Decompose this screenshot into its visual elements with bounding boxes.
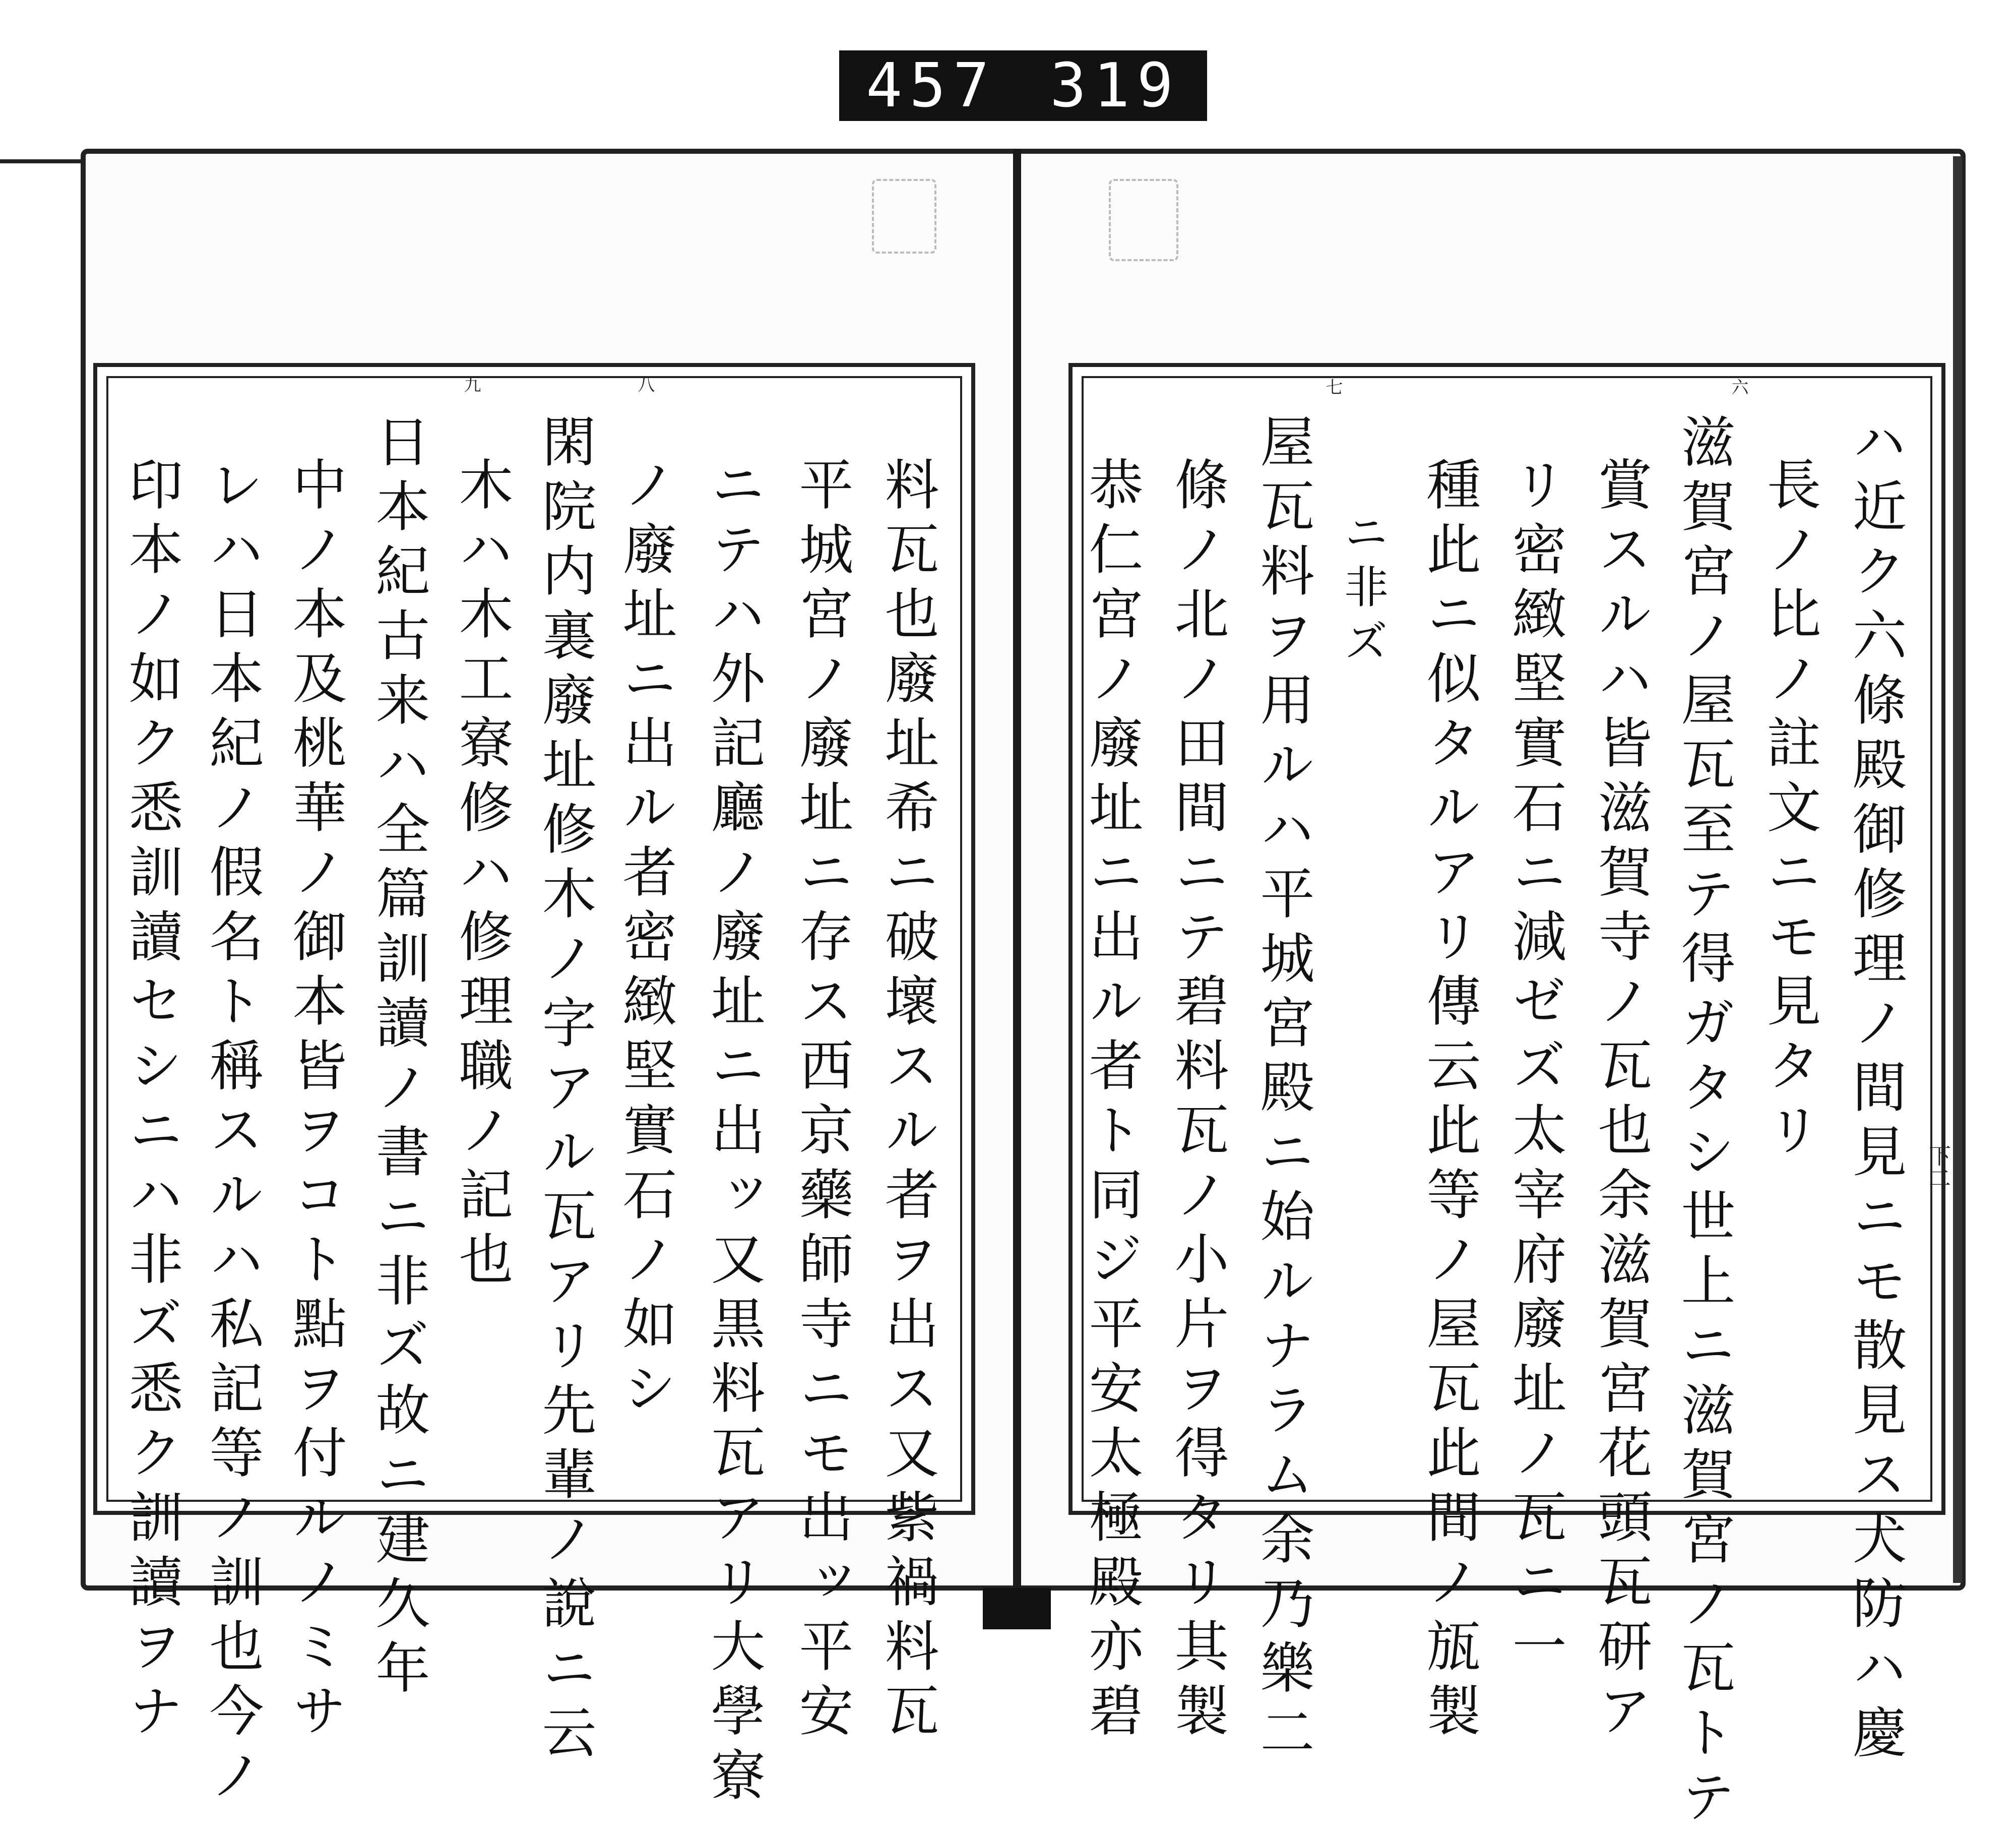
text-column: ハ近ク六條殿御修理ノ間見ニモ散見ス犬防ハ慶	[1843, 413, 1906, 1768]
text-column: 木ハ木工寮修ハ修理職ノ記也	[450, 456, 513, 1295]
text-column: 種此ニ似タルアリ傳云此等ノ屋瓦此間ノ瓬製	[1417, 456, 1480, 1747]
text-column: ニテハ外記廳ノ廢址ニ出ッ又黒料瓦アリ大學寮	[702, 456, 765, 1811]
note-number: 六	[1728, 378, 1748, 395]
catalog-number-2: 319	[1050, 50, 1180, 121]
faint-seal-right	[1109, 179, 1178, 261]
page-margin-mark: 下二	[1925, 1144, 1950, 1189]
text-column: ニ非ズ	[1337, 509, 1389, 673]
text-column: レハ日本紀ノ假名ト稱スルハ私記等ノ訓也今ノ	[200, 456, 263, 1811]
text-column: 恭仁宮ノ廢址ニ出ル者ト同ジ平安太極殿亦碧	[1080, 456, 1143, 1747]
text-column: 日本紀古来ハ全篇訓讀ノ書ニ非ズ故ニ建久年	[366, 413, 429, 1704]
left-edge-rule	[0, 159, 86, 163]
text-column: 印本ノ如ク悉訓讀セシニハ非ズ悉ク訓讀ヲナ	[119, 456, 182, 1747]
note-number: 七	[1322, 378, 1343, 395]
text-column: 長ノ比ノ註文ニモ見タリ	[1757, 456, 1820, 1166]
text-column: 閑院内裏廢址修木ノ字アル瓦アリ先輩ノ說ニ云	[533, 413, 596, 1768]
text-column: 平城宮ノ廢址ニ存ス西京藥師寺ニモ出ッ平安	[790, 456, 853, 1747]
book-spine	[1013, 149, 1021, 1611]
text-column: 賞スルハ皆滋賀寺ノ瓦也余滋賀宮花頭瓦研ア	[1589, 456, 1652, 1747]
faint-seal-left	[872, 179, 936, 254]
catalog-label	[839, 50, 1207, 121]
note-number: 九	[461, 376, 481, 393]
book-right-edge	[1953, 156, 1962, 1583]
text-column: ノ廢址ニ出ル者密緻堅實石ノ如シ	[613, 456, 676, 1424]
text-column: リ密緻堅實石ニ減ゼズ太宰府廢址ノ瓦ニ一	[1503, 456, 1566, 1682]
text-column: 屋瓦料ヲ用ルハ平城宮殿ニ始ルナラム余乃樂二	[1251, 413, 1314, 1768]
text-column: 料瓦也廢址希ニ破壞スル者ヲ出ス又紫禍料瓦	[875, 456, 938, 1747]
text-column: 中ノ本及桃華ノ御本皆ヲコト點ヲ付ルノミサ	[283, 456, 346, 1747]
spine-foot-block	[983, 1588, 1051, 1629]
note-number: 八	[635, 376, 655, 393]
catalog-number-1: 457	[866, 50, 996, 121]
text-column: 條ノ北ノ田間ニテ碧料瓦ノ小片ヲ得タリ其製	[1165, 456, 1228, 1747]
text-column: 滋賀宮ノ屋瓦至テ得ガタシ世上ニ滋賀宮ノ瓦トテ	[1672, 413, 1735, 1833]
